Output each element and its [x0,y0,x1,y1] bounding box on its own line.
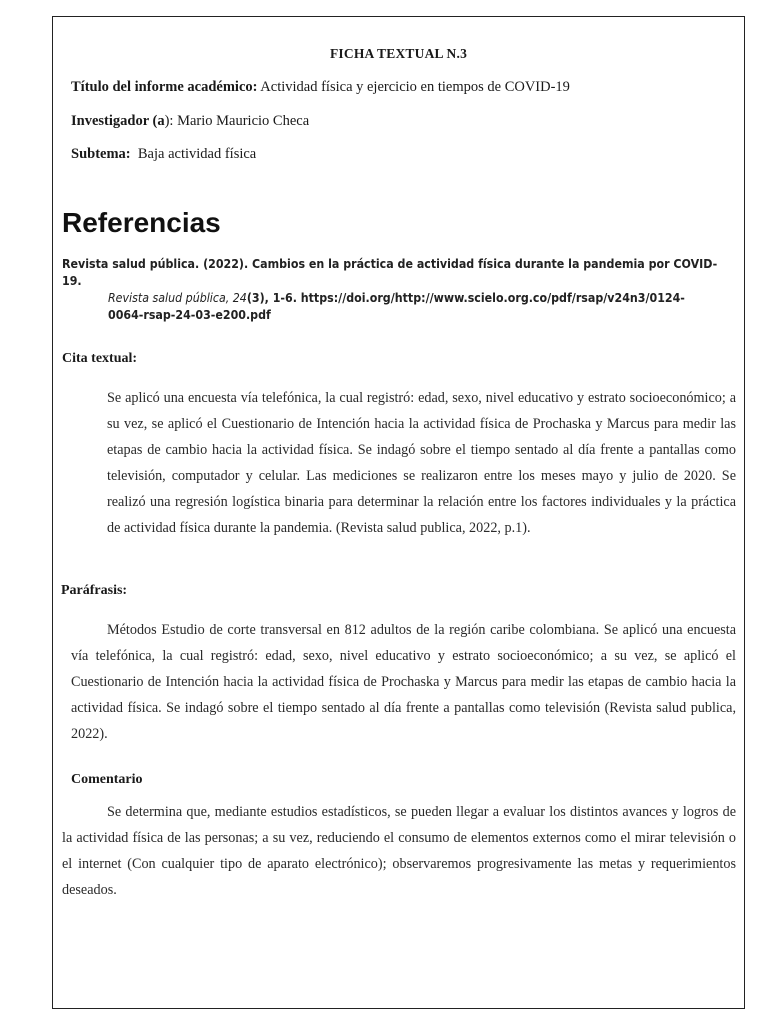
references-heading: Referencias [62,207,221,238]
titulo-value: Actividad física y ejercicio en tiempos de COVID-19 [260,79,570,95]
comentario-label: Comentario [71,772,143,787]
reference-line-2 [62,290,722,307]
cita-text: Se aplicó una encuesta vía telefónica, la cual registró: edad, sexo, nivel educativo y estrato socioeconómico; a su vez, se aplicó el Cuestionario de Intención hacia la actividad física de Prochaska y Marcus para medir las etapas de cambio hacia la actividad física. Se indagó sobre el tiempo sentado al día frente a pantallas como televisión, computador y celular. Las mediciones se realizaron entre los meses mayo y julio de 2020. Se realizó una regresión logística binaria para determinar la relación entre los factores individuales y la práctica de actividad física durante la pandemia. (Revista salud publica, 2022, p.1). [107,390,736,536]
reference-line-1: Revista salud pública. (2022). Cambios en la práctica de actividad física durante la pandemia por COVID-19. [62,257,718,288]
reference-line-3[interactable]: 0064-rsap-24-03-e200.pdf [108,308,271,322]
reference-journal: Revista salud pública, 24 [108,291,247,305]
investigador-value: ): Mario Mauricio Checa [164,113,310,129]
comentario-text: Se determina que, mediante estudios estadísticos, se pueden llegar a evaluar los distintos avances y logros de la actividad física de las personas; a su vez, reduciendo el consumo de elementos externos como el mirar televisión o el internet (Con cualquier tipo de aparato electrónico); observaremos progresivamente las metas y requerimientos deseados. [62,804,736,898]
subtema-value: Baja actividad física [137,146,257,162]
parafrasis-text: Métodos Estudio de corte transversal en 812 adultos de la región caribe colombiana. Se aplicó una encuesta vía telefónica, la cual registró: edad, sexo, nivel educativo y estrato socioeconómico; a su vez, se aplicó el Cuestionario de Intención hacia la actividad física de Prochaska y Marcus para medir las etapas de cambio hacia la actividad física. Se indagó sobre el tiempo sentado al día frente a pantallas como televisión (Revista salud publica, 2022). [71,622,736,742]
subtema-label: Subtema: [71,146,131,162]
titulo-label: Título del informe académico: [71,79,258,95]
parafrasis-label: Paráfrasis: [61,583,128,598]
meta-investigador [71,113,309,130]
document-title: FICHA TEXTUAL N.3 [329,46,468,61]
investigador-label: Investigador (a [71,113,165,129]
meta-titulo [71,79,570,96]
cita-label: Cita textual: [62,351,138,366]
reference-doi[interactable]: (3), 1-6. https://doi.org/http://www.scielo.org.co/pdf/rsap/v24n3/0124- [246,291,685,305]
meta-subtema [71,146,256,163]
reference-entry [62,256,722,324]
